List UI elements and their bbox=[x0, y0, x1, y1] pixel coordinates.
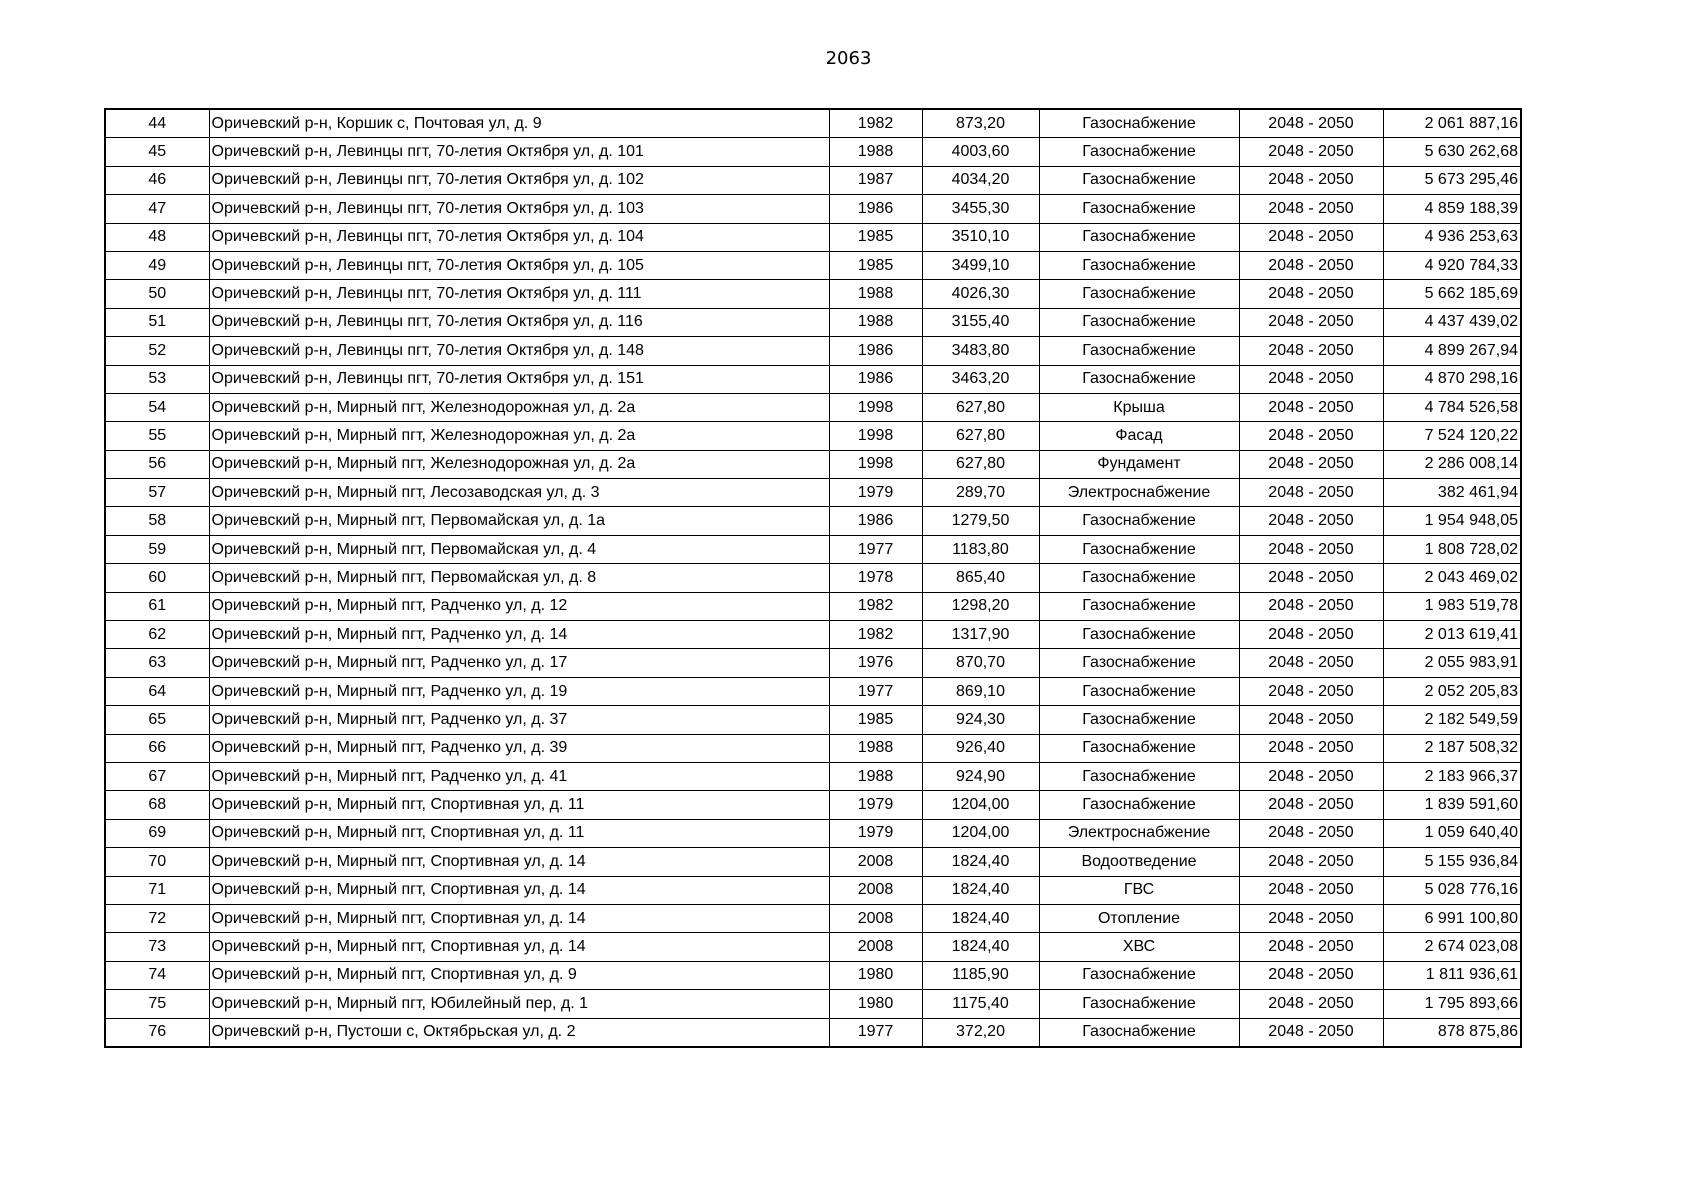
area-cell: 1183,80 bbox=[922, 535, 1039, 563]
address-cell: Оричевский р-н, Левинцы пгт, 70-летия Октября ул, д. 103 bbox=[209, 195, 829, 223]
cost-cell: 5 673 295,46 bbox=[1383, 166, 1521, 194]
address-cell: Оричевский р-н, Мирный пгт, Радченко ул, д. 37 bbox=[209, 706, 829, 734]
cost-cell: 5 662 185,69 bbox=[1383, 280, 1521, 308]
work-type-cell: Газоснабжение bbox=[1039, 990, 1239, 1018]
row-number-cell: 52 bbox=[105, 337, 209, 365]
address-cell: Оричевский р-н, Мирный пгт, Спортивная ул, д. 11 bbox=[209, 791, 829, 819]
cost-cell: 2 061 887,16 bbox=[1383, 109, 1521, 138]
year-cell: 1982 bbox=[829, 621, 922, 649]
row-number-cell: 75 bbox=[105, 990, 209, 1018]
table-row bbox=[105, 109, 1521, 138]
cost-cell: 2 182 549,59 bbox=[1383, 706, 1521, 734]
table-row bbox=[105, 848, 1521, 876]
table-row bbox=[105, 876, 1521, 904]
area-cell: 1185,90 bbox=[922, 961, 1039, 989]
period-cell: 2048 - 2050 bbox=[1239, 734, 1383, 762]
table-row bbox=[105, 450, 1521, 478]
work-type-cell: Газоснабжение bbox=[1039, 280, 1239, 308]
period-cell: 2048 - 2050 bbox=[1239, 819, 1383, 847]
area-cell: 926,40 bbox=[922, 734, 1039, 762]
year-cell: 2008 bbox=[829, 904, 922, 932]
area-cell: 627,80 bbox=[922, 450, 1039, 478]
area-cell: 865,40 bbox=[922, 564, 1039, 592]
work-type-cell: ХВС bbox=[1039, 933, 1239, 961]
table-row bbox=[105, 337, 1521, 365]
table-row bbox=[105, 990, 1521, 1018]
cost-cell: 1 811 936,61 bbox=[1383, 961, 1521, 989]
period-cell: 2048 - 2050 bbox=[1239, 677, 1383, 705]
address-cell: Оричевский р-н, Мирный пгт, Спортивная ул, д. 11 bbox=[209, 819, 829, 847]
address-cell: Оричевский р-н, Мирный пгт, Железнодорожная ул, д. 2а bbox=[209, 422, 829, 450]
year-cell: 1986 bbox=[829, 365, 922, 393]
cost-cell: 2 013 619,41 bbox=[1383, 621, 1521, 649]
year-cell: 1998 bbox=[829, 393, 922, 421]
work-type-cell: Газоснабжение bbox=[1039, 734, 1239, 762]
period-cell: 2048 - 2050 bbox=[1239, 507, 1383, 535]
work-type-cell: Газоснабжение bbox=[1039, 337, 1239, 365]
work-type-cell: Электроснабжение bbox=[1039, 819, 1239, 847]
area-cell: 869,10 bbox=[922, 677, 1039, 705]
year-cell: 1977 bbox=[829, 1018, 922, 1047]
row-number-cell: 64 bbox=[105, 677, 209, 705]
address-cell: Оричевский р-н, Мирный пгт, Первомайская ул, д. 1а bbox=[209, 507, 829, 535]
table-row bbox=[105, 677, 1521, 705]
work-type-cell: Водоотведение bbox=[1039, 848, 1239, 876]
area-cell: 924,30 bbox=[922, 706, 1039, 734]
table-row bbox=[105, 961, 1521, 989]
cost-cell: 2 043 469,02 bbox=[1383, 564, 1521, 592]
period-cell: 2048 - 2050 bbox=[1239, 961, 1383, 989]
work-type-cell: Фасад bbox=[1039, 422, 1239, 450]
cost-cell: 2 183 966,37 bbox=[1383, 762, 1521, 790]
address-cell: Оричевский р-н, Левинцы пгт, 70-летия Октября ул, д. 116 bbox=[209, 308, 829, 336]
row-number-cell: 61 bbox=[105, 592, 209, 620]
table-row bbox=[105, 195, 1521, 223]
area-cell: 1824,40 bbox=[922, 848, 1039, 876]
repair-schedule-table bbox=[104, 108, 1522, 1048]
work-type-cell: Электроснабжение bbox=[1039, 479, 1239, 507]
table-row bbox=[105, 308, 1521, 336]
period-cell: 2048 - 2050 bbox=[1239, 564, 1383, 592]
year-cell: 1998 bbox=[829, 422, 922, 450]
table-row bbox=[105, 393, 1521, 421]
period-cell: 2048 - 2050 bbox=[1239, 904, 1383, 932]
period-cell: 2048 - 2050 bbox=[1239, 621, 1383, 649]
area-cell: 627,80 bbox=[922, 422, 1039, 450]
area-cell: 873,20 bbox=[922, 109, 1039, 138]
period-cell: 2048 - 2050 bbox=[1239, 195, 1383, 223]
period-cell: 2048 - 2050 bbox=[1239, 848, 1383, 876]
work-type-cell: Газоснабжение bbox=[1039, 762, 1239, 790]
cost-cell: 878 875,86 bbox=[1383, 1018, 1521, 1047]
period-cell: 2048 - 2050 bbox=[1239, 1018, 1383, 1047]
area-cell: 1298,20 bbox=[922, 592, 1039, 620]
address-cell: Оричевский р-н, Мирный пгт, Лесозаводская ул, д. 3 bbox=[209, 479, 829, 507]
year-cell: 1976 bbox=[829, 649, 922, 677]
row-number-cell: 62 bbox=[105, 621, 209, 649]
table-row bbox=[105, 592, 1521, 620]
area-cell: 3499,10 bbox=[922, 251, 1039, 279]
work-type-cell: Газоснабжение bbox=[1039, 649, 1239, 677]
period-cell: 2048 - 2050 bbox=[1239, 876, 1383, 904]
address-cell: Оричевский р-н, Мирный пгт, Радченко ул, д. 14 bbox=[209, 621, 829, 649]
table-row bbox=[105, 706, 1521, 734]
table-row bbox=[105, 819, 1521, 847]
address-cell: Оричевский р-н, Мирный пгт, Железнодорожная ул, д. 2а bbox=[209, 393, 829, 421]
address-cell: Оричевский р-н, Мирный пгт, Первомайская ул, д. 4 bbox=[209, 535, 829, 563]
row-number-cell: 50 bbox=[105, 280, 209, 308]
table-row bbox=[105, 138, 1521, 166]
period-cell: 2048 - 2050 bbox=[1239, 479, 1383, 507]
address-cell: Оричевский р-н, Левинцы пгт, 70-летия Октября ул, д. 111 bbox=[209, 280, 829, 308]
row-number-cell: 54 bbox=[105, 393, 209, 421]
row-number-cell: 66 bbox=[105, 734, 209, 762]
year-cell: 1988 bbox=[829, 138, 922, 166]
work-type-cell: Газоснабжение bbox=[1039, 138, 1239, 166]
work-type-cell: Газоснабжение bbox=[1039, 223, 1239, 251]
area-cell: 1317,90 bbox=[922, 621, 1039, 649]
page-number: 2063 bbox=[825, 48, 872, 69]
period-cell: 2048 - 2050 bbox=[1239, 535, 1383, 563]
work-type-cell: Газоснабжение bbox=[1039, 507, 1239, 535]
work-type-cell: Газоснабжение bbox=[1039, 195, 1239, 223]
work-type-cell: Газоснабжение bbox=[1039, 308, 1239, 336]
address-cell: Оричевский р-н, Мирный пгт, Спортивная ул, д. 14 bbox=[209, 876, 829, 904]
row-number-cell: 49 bbox=[105, 251, 209, 279]
address-cell: Оричевский р-н, Левинцы пгт, 70-летия Октября ул, д. 148 bbox=[209, 337, 829, 365]
address-cell: Оричевский р-н, Мирный пгт, Радченко ул, д. 17 bbox=[209, 649, 829, 677]
row-number-cell: 55 bbox=[105, 422, 209, 450]
area-cell: 870,70 bbox=[922, 649, 1039, 677]
year-cell: 1977 bbox=[829, 677, 922, 705]
work-type-cell: Газоснабжение bbox=[1039, 251, 1239, 279]
address-cell: Оричевский р-н, Мирный пгт, Спортивная ул, д. 14 bbox=[209, 848, 829, 876]
address-cell: Оричевский р-н, Мирный пгт, Первомайская ул, д. 8 bbox=[209, 564, 829, 592]
cost-cell: 4 437 439,02 bbox=[1383, 308, 1521, 336]
table-row bbox=[105, 479, 1521, 507]
table-row bbox=[105, 791, 1521, 819]
area-cell: 4034,20 bbox=[922, 166, 1039, 194]
cost-cell: 2 052 205,83 bbox=[1383, 677, 1521, 705]
address-cell: Оричевский р-н, Мирный пгт, Радченко ул, д. 41 bbox=[209, 762, 829, 790]
area-cell: 4003,60 bbox=[922, 138, 1039, 166]
work-type-cell: Газоснабжение bbox=[1039, 564, 1239, 592]
area-cell: 3483,80 bbox=[922, 337, 1039, 365]
year-cell: 1980 bbox=[829, 961, 922, 989]
period-cell: 2048 - 2050 bbox=[1239, 166, 1383, 194]
cost-cell: 1 839 591,60 bbox=[1383, 791, 1521, 819]
work-type-cell: Газоснабжение bbox=[1039, 109, 1239, 138]
period-cell: 2048 - 2050 bbox=[1239, 308, 1383, 336]
address-cell: Оричевский р-н, Левинцы пгт, 70-летия Октября ул, д. 104 bbox=[209, 223, 829, 251]
area-cell: 372,20 bbox=[922, 1018, 1039, 1047]
work-type-cell: Отопление bbox=[1039, 904, 1239, 932]
row-number-cell: 68 bbox=[105, 791, 209, 819]
year-cell: 1978 bbox=[829, 564, 922, 592]
cost-cell: 1 808 728,02 bbox=[1383, 535, 1521, 563]
work-type-cell: Газоснабжение bbox=[1039, 677, 1239, 705]
year-cell: 1979 bbox=[829, 819, 922, 847]
address-cell: Оричевский р-н, Мирный пгт, Спортивная ул, д. 14 bbox=[209, 904, 829, 932]
period-cell: 2048 - 2050 bbox=[1239, 592, 1383, 620]
table-row bbox=[105, 223, 1521, 251]
year-cell: 1985 bbox=[829, 706, 922, 734]
year-cell: 1988 bbox=[829, 308, 922, 336]
row-number-cell: 59 bbox=[105, 535, 209, 563]
period-cell: 2048 - 2050 bbox=[1239, 762, 1383, 790]
table-body bbox=[105, 109, 1521, 1047]
work-type-cell: Фундамент bbox=[1039, 450, 1239, 478]
period-cell: 2048 - 2050 bbox=[1239, 365, 1383, 393]
table-row bbox=[105, 507, 1521, 535]
work-type-cell: Газоснабжение bbox=[1039, 706, 1239, 734]
cost-cell: 1 983 519,78 bbox=[1383, 592, 1521, 620]
work-type-cell: Крыша bbox=[1039, 393, 1239, 421]
area-cell: 627,80 bbox=[922, 393, 1039, 421]
address-cell: Оричевский р-н, Левинцы пгт, 70-летия Октября ул, д. 101 bbox=[209, 138, 829, 166]
cost-cell: 2 055 983,91 bbox=[1383, 649, 1521, 677]
cost-cell: 4 859 188,39 bbox=[1383, 195, 1521, 223]
year-cell: 2008 bbox=[829, 933, 922, 961]
row-number-cell: 51 bbox=[105, 308, 209, 336]
table-row bbox=[105, 904, 1521, 932]
area-cell: 924,90 bbox=[922, 762, 1039, 790]
address-cell: Оричевский р-н, Мирный пгт, Радченко ул, д. 39 bbox=[209, 734, 829, 762]
table-row bbox=[105, 535, 1521, 563]
row-number-cell: 58 bbox=[105, 507, 209, 535]
address-cell: Оричевский р-н, Левинцы пгт, 70-летия Октября ул, д. 105 bbox=[209, 251, 829, 279]
cost-cell: 1 954 948,05 bbox=[1383, 507, 1521, 535]
row-number-cell: 57 bbox=[105, 479, 209, 507]
address-cell: Оричевский р-н, Мирный пгт, Спортивная ул, д. 14 bbox=[209, 933, 829, 961]
address-cell: Оричевский р-н, Мирный пгт, Спортивная ул, д. 9 bbox=[209, 961, 829, 989]
table-row bbox=[105, 762, 1521, 790]
cost-cell: 2 187 508,32 bbox=[1383, 734, 1521, 762]
row-number-cell: 74 bbox=[105, 961, 209, 989]
area-cell: 1204,00 bbox=[922, 819, 1039, 847]
area-cell: 4026,30 bbox=[922, 280, 1039, 308]
area-cell: 1824,40 bbox=[922, 876, 1039, 904]
year-cell: 1979 bbox=[829, 791, 922, 819]
row-number-cell: 72 bbox=[105, 904, 209, 932]
area-cell: 1824,40 bbox=[922, 933, 1039, 961]
cost-cell: 5 630 262,68 bbox=[1383, 138, 1521, 166]
table-row bbox=[105, 621, 1521, 649]
work-type-cell: Газоснабжение bbox=[1039, 365, 1239, 393]
work-type-cell: Газоснабжение bbox=[1039, 961, 1239, 989]
year-cell: 1998 bbox=[829, 450, 922, 478]
address-cell: Оричевский р-н, Левинцы пгт, 70-летия Октября ул, д. 151 bbox=[209, 365, 829, 393]
cost-cell: 5 155 936,84 bbox=[1383, 848, 1521, 876]
cost-cell: 4 899 267,94 bbox=[1383, 337, 1521, 365]
row-number-cell: 46 bbox=[105, 166, 209, 194]
row-number-cell: 71 bbox=[105, 876, 209, 904]
row-number-cell: 53 bbox=[105, 365, 209, 393]
row-number-cell: 69 bbox=[105, 819, 209, 847]
row-number-cell: 47 bbox=[105, 195, 209, 223]
year-cell: 1979 bbox=[829, 479, 922, 507]
year-cell: 1987 bbox=[829, 166, 922, 194]
period-cell: 2048 - 2050 bbox=[1239, 649, 1383, 677]
work-type-cell: Газоснабжение bbox=[1039, 535, 1239, 563]
year-cell: 1986 bbox=[829, 507, 922, 535]
cost-cell: 1 059 640,40 bbox=[1383, 819, 1521, 847]
row-number-cell: 48 bbox=[105, 223, 209, 251]
cost-cell: 2 286 008,14 bbox=[1383, 450, 1521, 478]
period-cell: 2048 - 2050 bbox=[1239, 337, 1383, 365]
work-type-cell: Газоснабжение bbox=[1039, 592, 1239, 620]
cost-cell: 2 674 023,08 bbox=[1383, 933, 1521, 961]
period-cell: 2048 - 2050 bbox=[1239, 138, 1383, 166]
year-cell: 1986 bbox=[829, 337, 922, 365]
year-cell: 2008 bbox=[829, 876, 922, 904]
work-type-cell: ГВС bbox=[1039, 876, 1239, 904]
work-type-cell: Газоснабжение bbox=[1039, 166, 1239, 194]
address-cell: Оричевский р-н, Мирный пгт, Радченко ул, д. 12 bbox=[209, 592, 829, 620]
period-cell: 2048 - 2050 bbox=[1239, 251, 1383, 279]
period-cell: 2048 - 2050 bbox=[1239, 280, 1383, 308]
year-cell: 1982 bbox=[829, 592, 922, 620]
row-number-cell: 73 bbox=[105, 933, 209, 961]
address-cell: Оричевский р-н, Мирный пгт, Железнодорожная ул, д. 2а bbox=[209, 450, 829, 478]
row-number-cell: 65 bbox=[105, 706, 209, 734]
period-cell: 2048 - 2050 bbox=[1239, 223, 1383, 251]
year-cell: 1985 bbox=[829, 251, 922, 279]
cost-cell: 6 991 100,80 bbox=[1383, 904, 1521, 932]
period-cell: 2048 - 2050 bbox=[1239, 422, 1383, 450]
cost-cell: 382 461,94 bbox=[1383, 479, 1521, 507]
area-cell: 289,70 bbox=[922, 479, 1039, 507]
address-cell: Оричевский р-н, Пустоши с, Октябрьская ул, д. 2 bbox=[209, 1018, 829, 1047]
table-row bbox=[105, 422, 1521, 450]
year-cell: 1986 bbox=[829, 195, 922, 223]
cost-cell: 4 936 253,63 bbox=[1383, 223, 1521, 251]
year-cell: 1980 bbox=[829, 990, 922, 1018]
area-cell: 3155,40 bbox=[922, 308, 1039, 336]
cost-cell: 5 028 776,16 bbox=[1383, 876, 1521, 904]
work-type-cell: Газоснабжение bbox=[1039, 621, 1239, 649]
area-cell: 1175,40 bbox=[922, 990, 1039, 1018]
table-row bbox=[105, 564, 1521, 592]
table-row bbox=[105, 280, 1521, 308]
cost-cell: 4 784 526,58 bbox=[1383, 393, 1521, 421]
table-row bbox=[105, 649, 1521, 677]
cost-cell: 4 870 298,16 bbox=[1383, 365, 1521, 393]
row-number-cell: 44 bbox=[105, 109, 209, 138]
row-number-cell: 63 bbox=[105, 649, 209, 677]
area-cell: 1279,50 bbox=[922, 507, 1039, 535]
period-cell: 2048 - 2050 bbox=[1239, 393, 1383, 421]
year-cell: 2008 bbox=[829, 848, 922, 876]
work-type-cell: Газоснабжение bbox=[1039, 1018, 1239, 1047]
area-cell: 1824,40 bbox=[922, 904, 1039, 932]
year-cell: 1977 bbox=[829, 535, 922, 563]
year-cell: 1988 bbox=[829, 280, 922, 308]
address-cell: Оричевский р-н, Мирный пгт, Юбилейный пер, д. 1 bbox=[209, 990, 829, 1018]
row-number-cell: 45 bbox=[105, 138, 209, 166]
table-row bbox=[105, 734, 1521, 762]
year-cell: 1982 bbox=[829, 109, 922, 138]
row-number-cell: 67 bbox=[105, 762, 209, 790]
table-row bbox=[105, 251, 1521, 279]
period-cell: 2048 - 2050 bbox=[1239, 450, 1383, 478]
row-number-cell: 76 bbox=[105, 1018, 209, 1047]
period-cell: 2048 - 2050 bbox=[1239, 791, 1383, 819]
year-cell: 1988 bbox=[829, 734, 922, 762]
table-row bbox=[105, 166, 1521, 194]
year-cell: 1988 bbox=[829, 762, 922, 790]
area-cell: 1204,00 bbox=[922, 791, 1039, 819]
period-cell: 2048 - 2050 bbox=[1239, 706, 1383, 734]
address-cell: Оричевский р-н, Мирный пгт, Радченко ул, д. 19 bbox=[209, 677, 829, 705]
period-cell: 2048 - 2050 bbox=[1239, 933, 1383, 961]
table-row bbox=[105, 933, 1521, 961]
area-cell: 3463,20 bbox=[922, 365, 1039, 393]
cost-cell: 1 795 893,66 bbox=[1383, 990, 1521, 1018]
row-number-cell: 70 bbox=[105, 848, 209, 876]
address-cell: Оричевский р-н, Коршик с, Почтовая ул, д. 9 bbox=[209, 109, 829, 138]
cost-cell: 4 920 784,33 bbox=[1383, 251, 1521, 279]
address-cell: Оричевский р-н, Левинцы пгт, 70-летия Октября ул, д. 102 bbox=[209, 166, 829, 194]
year-cell: 1985 bbox=[829, 223, 922, 251]
area-cell: 3455,30 bbox=[922, 195, 1039, 223]
row-number-cell: 56 bbox=[105, 450, 209, 478]
period-cell: 2048 - 2050 bbox=[1239, 990, 1383, 1018]
cost-cell: 7 524 120,22 bbox=[1383, 422, 1521, 450]
table-row bbox=[105, 365, 1521, 393]
table-row bbox=[105, 1018, 1521, 1047]
area-cell: 3510,10 bbox=[922, 223, 1039, 251]
period-cell: 2048 - 2050 bbox=[1239, 109, 1383, 138]
row-number-cell: 60 bbox=[105, 564, 209, 592]
work-type-cell: Газоснабжение bbox=[1039, 791, 1239, 819]
